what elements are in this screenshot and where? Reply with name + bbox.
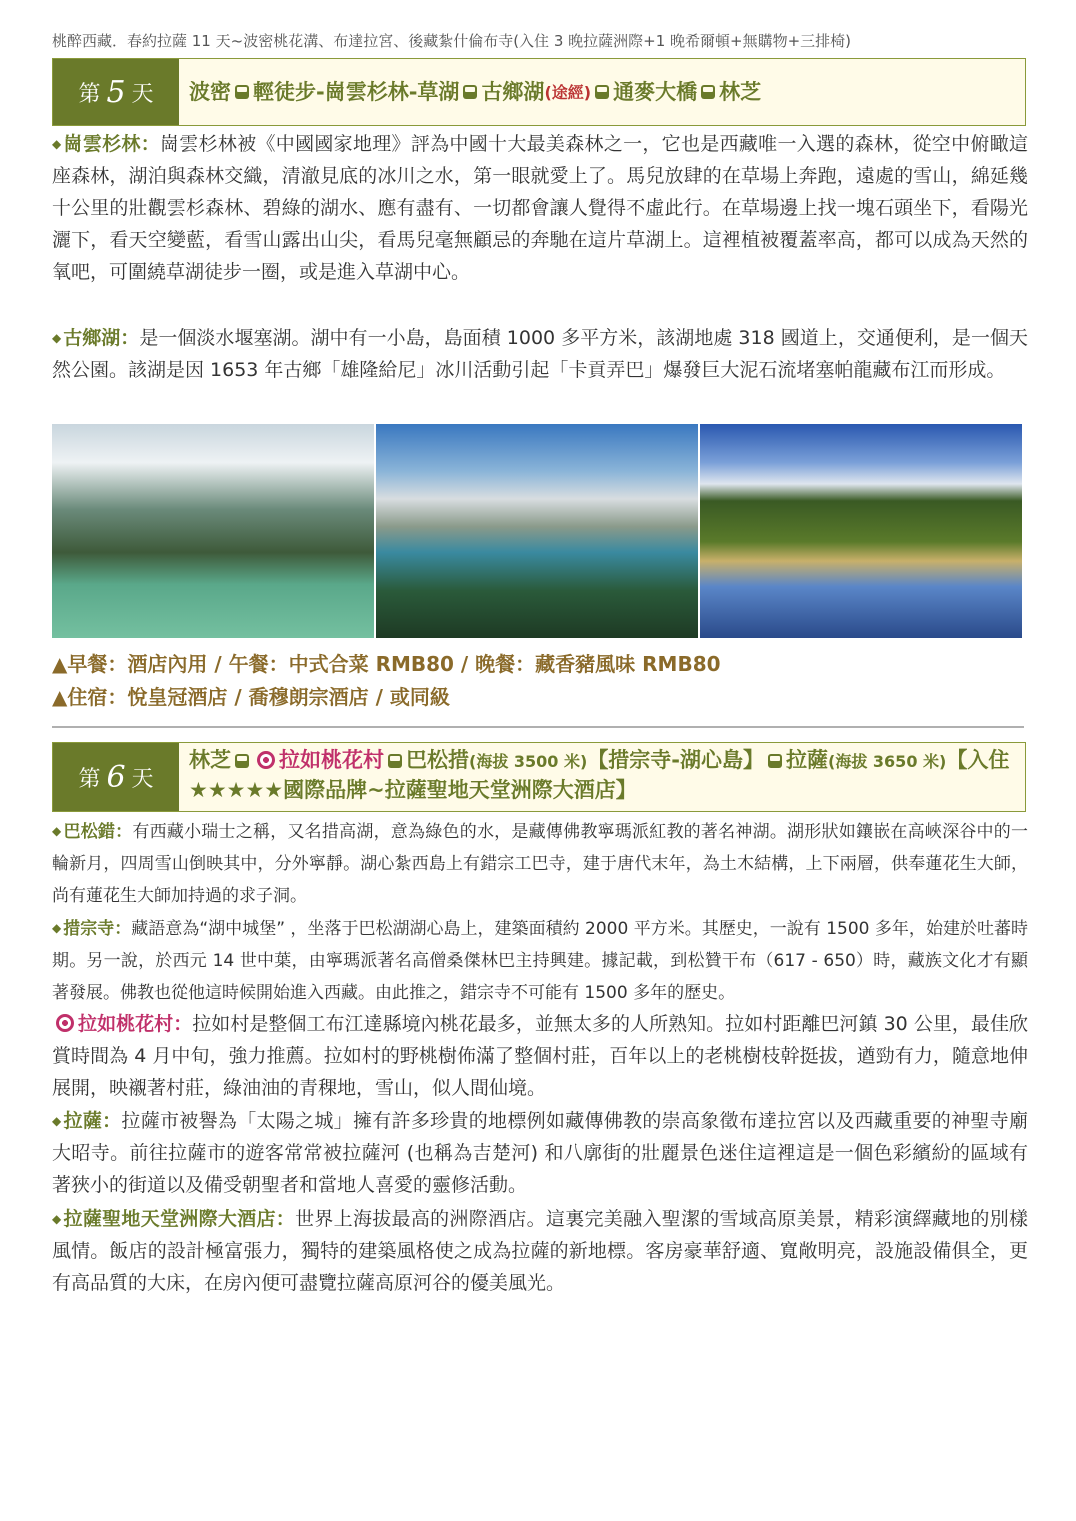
photo-strip — [52, 424, 1022, 638]
day6-badge — [53, 743, 179, 811]
diamond-icon: ◆ — [52, 331, 62, 345]
item-title: 崗雲杉林： — [63, 133, 161, 155]
day5-hotel: ▲住宿：悅皇冠酒店 / 喬穆朗宗酒店 / 或同級 — [52, 685, 450, 709]
day6-item-temple — [52, 912, 1028, 1009]
diamond-icon: ◆ — [52, 137, 62, 151]
bus-icon — [388, 754, 402, 768]
diamond-icon: ◆ — [52, 1212, 62, 1226]
day6-item-hotel — [52, 1203, 1028, 1299]
item-text: 世界上海拔最高的洲際酒店。這裏完美融入聖潔的雪域高原美景，精彩演繹藏地的別樣風情。飯店的設計極富張力，獨特的建築風格使之成為拉薩的新地標。客房豪華舒適、寬敞明亮，設施設備俱全，更有高品質的大床，在房內便可盡覽拉薩高原河谷的優美風光。 — [52, 1208, 1028, 1294]
day5-badge — [53, 59, 179, 125]
peach-blossom-icon — [257, 751, 275, 769]
section-divider — [52, 726, 1024, 728]
item-text: 崗雲杉林被《中國國家地理》評為中國十大最美森林之一，它也是西藏唯一入選的森林，從空中俯瞰這座森林，湖泊與森林交織，清澈見底的冰川之水，第一眼就愛上了。馬兒放肆的在草場上奔跑，遠處的雪山，綿延幾十公里的壯觀雲杉森林、碧綠的湖水、應有盡有、一切都會讓人覺得不虛此行。在草場邊上找一塊石頭坐下，看陽光灑下，看天空變藍，看雪山露出山尖，看馬兒毫無顧忌的奔馳在這片草湖上。這裡植被覆蓋率高，都可以成為天然的氧吧，可圍繞草湖徒步一圈，或是進入草湖中心。 — [52, 133, 1028, 283]
route-stop: 通麥大橋 — [613, 79, 698, 104]
bus-icon — [235, 85, 249, 99]
grassland-lake-photo — [700, 424, 1022, 638]
diamond-icon: ◆ — [52, 1114, 62, 1128]
day6-suffix: 天 — [131, 766, 154, 792]
day6-prefix: 第 — [78, 766, 101, 792]
day6-number: 6 — [106, 759, 126, 795]
day5-item-lake — [52, 322, 1028, 386]
item-text: 有西藏小瑞士之稱，又名措高湖，意為綠色的水，是藏傳佛教寧瑪派紅教的著名神湖。湖形狀如鑲嵌在高峽深谷中的一輪新月，四周雪山倒映其中，分外寧靜。湖心紮西島上有錯宗工巴寺，建于唐代末年，為土木結構，上下兩層，供奉蓮花生大師，尚有蓮花生大師加持過的求子洞。 — [52, 822, 1029, 906]
lake-mountain-photo — [52, 424, 374, 638]
route-stop: 林芝 — [719, 79, 762, 104]
day6-route — [179, 743, 1025, 811]
day5-route — [179, 59, 1025, 125]
route-stop: 林芝 — [189, 748, 231, 772]
bus-icon — [595, 85, 609, 99]
item-title: 措宗寺： — [63, 919, 132, 939]
day6-bar — [52, 742, 1026, 812]
route-stop: 輕徒步-崗雲杉林-草湖 — [253, 79, 460, 104]
item-text: 是一個淡水堰塞湖。湖中有一小島，島面積 1000 多平方米，該湖地處 318 國道上，交通便利，是一個天然公園。該湖是因 1653 年古鄉「雄隆給尼」冰川活動引起「卡貢弄巴」爆發巨大泥石流堵塞帕龍藏布江而形成。 — [52, 327, 1028, 381]
bus-icon — [768, 754, 782, 768]
river-valley-photo — [376, 424, 698, 638]
route-note: (海拔 3650 米) — [828, 752, 947, 771]
item-title: 拉薩： — [63, 1110, 122, 1132]
day5-number: 5 — [106, 74, 126, 110]
item-text: 拉如村是整個工布江達縣境內桃花最多，並無太多的人所熟知。拉如村距離巴河鎮 30 公里，最佳欣賞時間為 4 月中旬，強力推薦。拉如村的野桃樹佈滿了整個村莊，百年以上的老桃樹枝幹挺拔，遒勁有力，隨意地伸展開，映襯著村莊，綠油油的青稞地，雪山，似人間仙境。 — [52, 1013, 1028, 1099]
day5-item-forest — [52, 128, 1028, 288]
route-hotel: 【入住★★★★★國際品牌~拉薩聖地天堂洲際大酒店】 — [189, 748, 1010, 802]
item-text: 藏語意為“湖中城堡” ，坐落于巴松湖湖心島上，建築面積約 2000 平方米。其歷史，一說有 1500 多年，始建於吐蕃時期。另一說，於西元 14 世中葉，由寧瑪派著名高僧桑傑林巴主持興建。據記載，到松贊干布（617 - 650）時，藏族文化才有顯著發展。佛教也從他這時候開始進入西藏。由此推之，錯宗寺不可能有 1500 多年的歷史。 — [52, 919, 1028, 1003]
route-stop: 巴松措 — [406, 748, 469, 772]
route-stop: 古鄉湖 — [481, 79, 545, 104]
item-title: 古鄉湖： — [63, 327, 140, 349]
item-text: 拉薩市被譽為「太陽之城」擁有許多珍貴的地標例如藏傳佛教的崇高象徵布達拉宮以及西藏重要的神聖寺廟大昭寺。前往拉薩市的遊客常常被拉薩河 (也稱為吉楚河) 和八廓街的壯麗景色迷住這裡這是一個色彩繽紛的區域有著狹小的街道以及備受朝聖者和當地人喜愛的靈修活動。 — [52, 1110, 1028, 1196]
diamond-icon: ◆ — [52, 921, 62, 935]
item-title: 拉如桃花村： — [78, 1013, 193, 1035]
diamond-icon: ◆ — [52, 824, 62, 838]
bus-icon — [701, 85, 715, 99]
day5-suffix: 天 — [131, 81, 154, 107]
day5-meals: ▲早餐：酒店內用 / 午餐：中式合菜 RMB80 / 晚餐：藏香豬風味 RMB80 — [52, 652, 721, 676]
route-stop: 拉如桃花村 — [279, 748, 384, 772]
day6-item-peach-village — [52, 1008, 1028, 1104]
item-title: 巴松錯： — [63, 822, 133, 842]
route-stop: 波密 — [189, 79, 231, 104]
item-title: 拉薩聖地天堂洲際大酒店： — [63, 1208, 296, 1230]
bus-icon — [463, 85, 477, 99]
day5-prefix: 第 — [78, 81, 101, 107]
route-note: (途經) — [544, 82, 592, 102]
route-stop: 拉薩 — [786, 748, 829, 772]
day6-item-lhasa — [52, 1105, 1028, 1201]
route-note: (海拔 3500 米) — [469, 752, 588, 771]
page-header: 桃醉西藏．春約拉薩 11 天~波密桃花溝、布達拉宮、後藏紮什倫布寺(入住 3 晚拉薩洲際+1 晚希爾頓+無購物+三排椅) — [52, 32, 851, 50]
day6-item-basum — [52, 815, 1028, 912]
day5-bar — [52, 58, 1026, 126]
peach-blossom-icon — [56, 1014, 74, 1032]
route-stop: 【措宗寺-湖心島】 — [587, 748, 765, 772]
bus-icon — [235, 754, 249, 768]
